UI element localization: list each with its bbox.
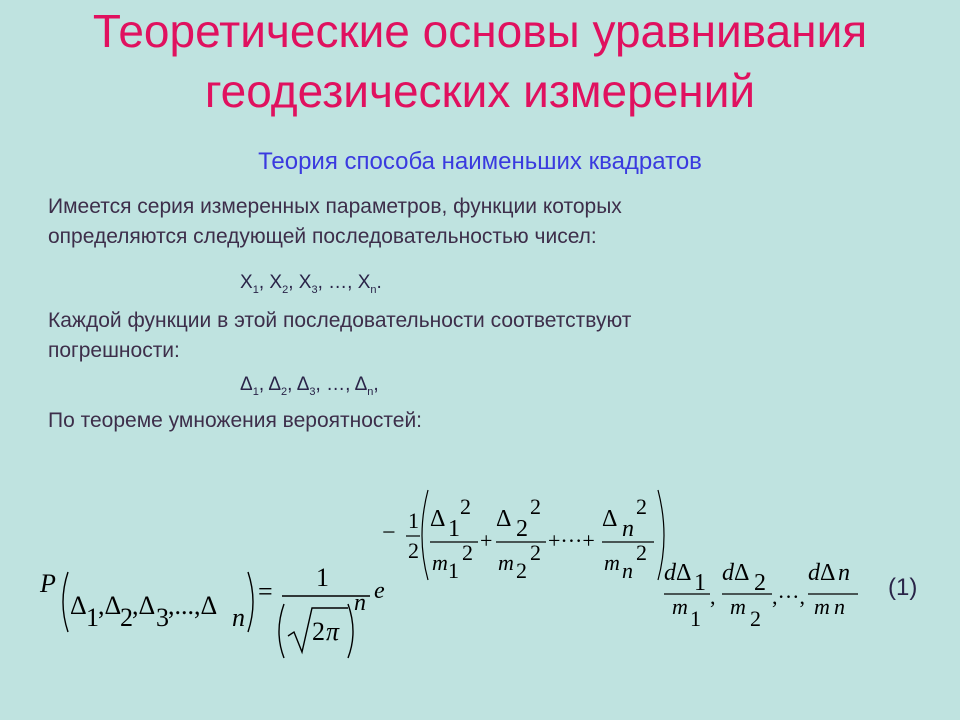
delta3-symbol: Δ	[296, 374, 310, 395]
svg-text:m: m	[730, 594, 746, 619]
svg-text:Δ: Δ	[496, 506, 512, 532]
svg-text:d: d	[808, 560, 820, 586]
ellipsis: …	[328, 272, 348, 293]
delta-sequence: $\Delta_1$, $\Delta_2$, $\Delta_3$, …, $\Delta_n$,	[240, 374, 379, 398]
x-sequence: $X_1$, $X_2$, $X_3$, …, $X_n$.	[240, 272, 382, 296]
svg-text:m: m	[672, 594, 688, 619]
svg-text:−: −	[382, 520, 396, 546]
delta3-subscript: 3	[309, 385, 316, 398]
slide-title-line1: Теоретические основы уравнивания	[92, 5, 868, 57]
x1-subscript: 1	[252, 283, 259, 296]
delta1-symbol: Δ	[240, 374, 253, 395]
svg-text:Δ: Δ	[430, 506, 446, 532]
delta2-subscript: 2	[281, 385, 288, 398]
deltan-symbol: Δ	[354, 374, 368, 395]
svg-text:2: 2	[754, 570, 766, 596]
svg-text:n: n	[622, 558, 633, 583]
paragraph-line: Имеется серия измеренных параметров, функции которых	[48, 195, 622, 218]
svg-text:e: e	[374, 578, 385, 604]
svg-text:2: 2	[462, 540, 473, 565]
svg-text:d: d	[722, 560, 734, 586]
svg-text:3: 3	[156, 603, 169, 632]
svg-text:2: 2	[530, 540, 541, 565]
xn-subscript: n	[370, 283, 377, 296]
x3-symbol: X	[298, 272, 312, 293]
probability-formula	[30, 480, 880, 660]
svg-text:n: n	[622, 516, 634, 542]
svg-text:n: n	[834, 594, 845, 619]
svg-text:2: 2	[460, 494, 471, 519]
comma: ,	[373, 374, 379, 395]
svg-text:Δ: Δ	[734, 560, 750, 586]
svg-text:2: 2	[120, 603, 133, 632]
svg-text:,Δ: ,Δ	[98, 591, 122, 620]
svg-text:2: 2	[312, 617, 325, 646]
paragraph-line: Каждой функции в этой последовательности соответствуют	[48, 309, 632, 332]
svg-text:1: 1	[448, 516, 460, 542]
svg-text:+: +	[480, 528, 493, 553]
xn-symbol: X	[357, 272, 371, 293]
svg-text:Δ: Δ	[820, 560, 836, 586]
equation-number: (1)	[888, 574, 918, 601]
svg-text:m: m	[604, 550, 620, 575]
svg-text:1: 1	[316, 563, 329, 592]
svg-text:=: =	[258, 577, 273, 606]
svg-text:2: 2	[530, 494, 541, 519]
paragraph-line: погрешности:	[48, 339, 180, 362]
svg-text:n: n	[838, 560, 850, 586]
svg-text:d: d	[664, 560, 676, 586]
deltan-subscript: n	[367, 385, 374, 398]
svg-text:Δ: Δ	[602, 506, 618, 532]
svg-text:1: 1	[694, 570, 706, 596]
svg-text:1: 1	[408, 508, 419, 533]
svg-text:1: 1	[86, 603, 99, 632]
svg-text:,Δ: ,Δ	[132, 591, 156, 620]
delta1-subscript: 1	[252, 385, 259, 398]
slide-subtitle: Теория способа наименьших квадратов	[258, 148, 702, 175]
svg-text:m: m	[432, 550, 448, 575]
x3-subscript: 3	[311, 283, 318, 296]
svg-text:,...,Δ: ,...,Δ	[168, 591, 218, 620]
svg-text:n: n	[354, 590, 366, 616]
svg-text:+···+: +···+	[548, 528, 595, 553]
svg-text:2: 2	[516, 558, 527, 583]
x2-subscript: 2	[282, 283, 289, 296]
svg-text:Δ: Δ	[70, 591, 87, 620]
svg-text:,···,: ,···,	[772, 584, 805, 609]
paragraph-measured-params	[48, 192, 622, 252]
x2-symbol: X	[269, 272, 283, 293]
svg-text:n: n	[232, 603, 245, 632]
svg-text:2: 2	[516, 516, 528, 542]
slide-title-line2: геодезических измерений	[204, 65, 756, 117]
svg-text:1: 1	[448, 558, 459, 583]
delta2-symbol: Δ	[268, 374, 282, 395]
svg-text:P: P	[40, 569, 56, 598]
ellipsis: …	[326, 374, 346, 395]
svg-text:π: π	[326, 617, 340, 646]
svg-text:2: 2	[408, 538, 419, 563]
svg-text:,: ,	[710, 584, 716, 609]
period: .	[376, 272, 382, 293]
svg-text:2: 2	[636, 540, 647, 565]
svg-text:2: 2	[636, 494, 647, 519]
paragraph-errors	[48, 306, 631, 366]
svg-text:m: m	[814, 594, 830, 619]
paragraph-line: определяются следующей последовательностью чисел:	[48, 225, 597, 248]
x1-symbol: X	[240, 272, 253, 293]
svg-text:Δ: Δ	[676, 560, 692, 586]
svg-text:1: 1	[690, 606, 701, 631]
paragraph-probability-theorem: По теореме умножения вероятностей:	[48, 409, 423, 432]
svg-text:2: 2	[750, 606, 761, 631]
svg-text:m: m	[498, 550, 514, 575]
